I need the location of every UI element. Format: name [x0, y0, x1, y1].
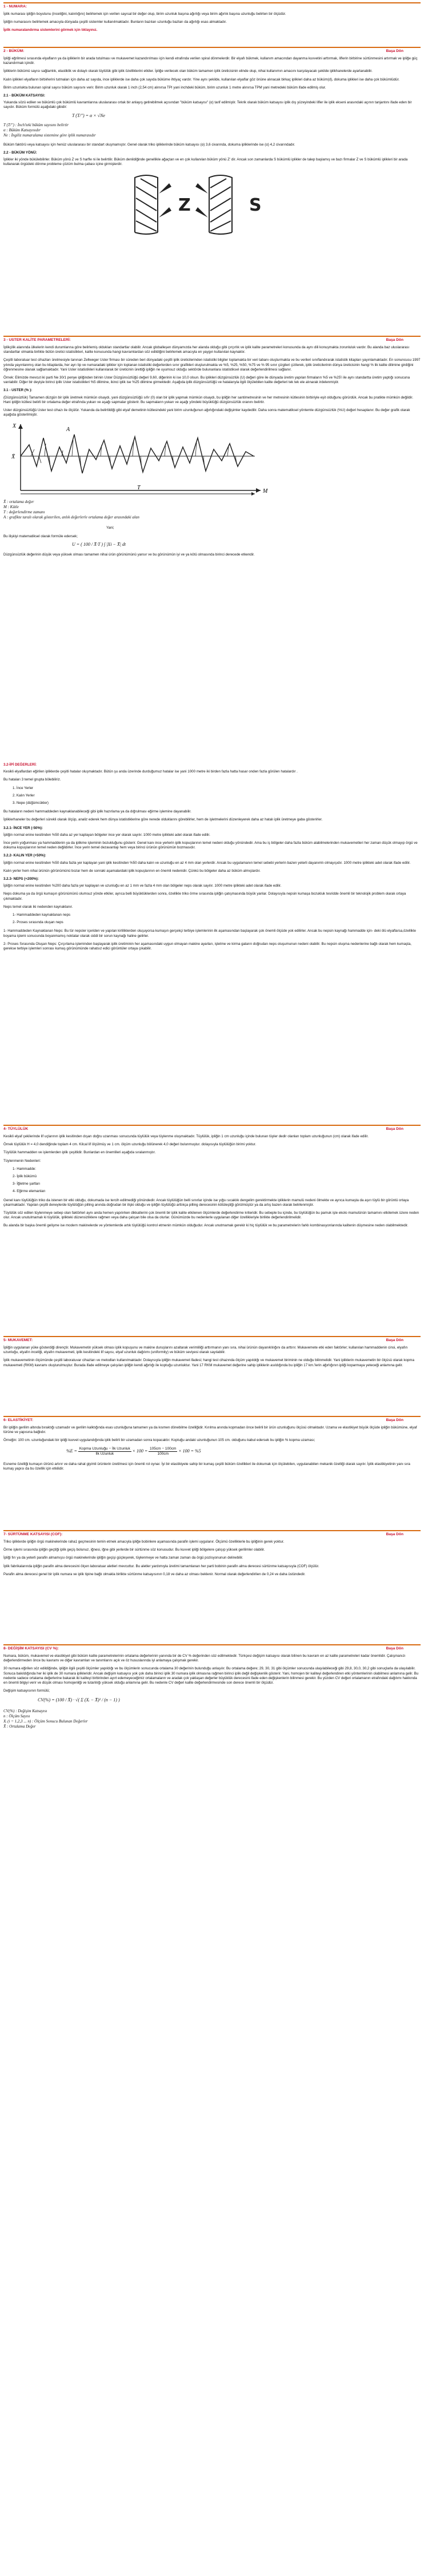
section-title: 2 - BÜKÜM:: [3, 49, 25, 53]
graph-a-label: A: [66, 426, 70, 433]
list-item: 2- Proses sırasında oluşan neps: [13, 920, 63, 925]
paragraph: İpliğin normal enine kesitinden %200 daha fazla yer kaplayan ve uzunluğu en az 1 mm ve fazla 4 mm olan bölgeler neps olarak sayılır. 1000 metre iplikteki adet olarak ifade edilir.: [3, 884, 282, 888]
definition: n : Ölçüm Sayısı: [3, 1713, 30, 1718]
section-header: [3, 2, 421, 10]
paragraph: Kalın yerler hem nihai ürünün görünümünü bozar hem de sonraki aşamalardaki iplik kopuşlarının en önemli nedenidir. Çünkü bu bölgeler daha az büküm almışlardır.: [3, 868, 261, 873]
formula-fraction: [149, 1447, 177, 1456]
section-header: [3, 1644, 421, 1652]
formula-fraction: [78, 1447, 131, 1456]
formula-denominator: 100cm: [157, 1451, 169, 1456]
numbering-systems-link[interactable]: İplik numaralandırma sistemlerini görmek için tıklayınız.: [3, 28, 98, 33]
paragraph: Örme işlemi sırasında ipliğin geçtiği iplik geçiş bolunuz, iğnesi, iğne gibi yerlerde bir sürtünme söz konusudur. Bu kuvvet ipliği bölgelere çalışıp yüksek gerilimler olabilir.: [3, 1548, 265, 1552]
list-item: 1- Hammaddeden kaynaklanan neps: [13, 913, 71, 917]
formula-mid: × 100 =: [132, 1448, 148, 1454]
paragraph: Parafin alma derecesi genel bir iplik numara ve iplik tipine bağlı olmakla birlikte sürtünme katsayısının 0,18 ve daha az olması beklenir. Normal olarak değerlendirilen de 0,24 ve daha üstündedir.: [3, 1572, 306, 1576]
definition: T (T/″) : İnch'teki büküm sayısını belirtir: [3, 122, 69, 127]
definition: CV(%) : Değişim Katsayısı: [3, 1708, 47, 1713]
paragraph: Kesikli elyaflardan eğirilen ipliklerde çeşitli hatalar oluşmaktadır. Bütün şu anda üzerinde durduğumuz hatalar ise yani 1000 metre iki birden fazla hatta hasar onden fazla görülen hatalardır .: [3, 770, 298, 774]
section-ipi: [3, 759, 421, 955]
section-header: [3, 1530, 421, 1537]
paragraph: (Düzgünsüzlük) Tamamen düzgün bir iplik üretmek mümkün olsaydı, yani düzgünsüzlüğü sıfır (0) olan bir iplik yapmak mümkün olsaydı, bu ipliğin her santimetresinin ve her metresinin kütlesinin birbiriyle eşit olduğunu görürdük. Ancak bu pratikte mümkün değildir. Hani ipliğin kütlesi belirli bir ortalama değer etrafında yukarı ve aşağı sapmalar gösterir. Bu sapmaların yukarı ve aşağı yöndeki büyüklüğü düzgünsüzlük oranını belirtir.: [3, 395, 413, 404]
paragraph: Numara, büküm, mukavemet ve elastikiyet gibi büküm kalite parametrelerinin ortalama değerlerinin yanında bir de CV % değerinden söz edilmektedir. Türkçesi değişim katsayısı olarak bilinen bu kavram en az kalite parametreleri kadar önemlidir. Çalışmanızı değerlendirmeden önce bu kavramı ve diğer kavramları ve tanımlarını açık ve öz hususlarında iyi anlamaya çalışmak gerekir.: [3, 1654, 406, 1663]
formula-denominator: İlk Uzunluk: [95, 1451, 114, 1456]
subsection-title: 3.2.3- NEPS (+200%):: [3, 877, 39, 882]
section-header: [3, 47, 421, 54]
section-title: 1 - NUMARA:: [3, 5, 27, 9]
section-title: 3 - USTER KALİTE PARAMETRELERİ:: [3, 338, 71, 342]
section-header: [3, 1336, 421, 1343]
elongation-formula: [66, 1447, 421, 1456]
twist-direction-figure: [123, 171, 278, 235]
paragraph: Örnek tüylülük H = 4,0 dendiğinde toplam 4 cm. Kilcal lif ölçülmüş ve 1 cm. ölçüm uzunluğu bölünerek 4,0 değeri bulunmuştur. dolayısıyla tüylülüğün birimi yoktur.: [3, 1142, 257, 1147]
formula-result: × 100 = %5: [178, 1448, 201, 1454]
back-to-top-link[interactable]: Başa Dön: [386, 1532, 403, 1536]
graph-xbar-label: X̄: [11, 454, 15, 461]
definition: A : grafikte taralı olarak gösterilen, anlık değerlerle ortalama değer arasındaki alan: [3, 515, 139, 520]
paragraph: Neps dokuma ya da örgü kumaşın görünümünü olumsuz yönde etkiler, ayrıca belli büyüklüklerden sonra, özellikle triko örme sırasında ipliğin çatışmasında büyük yanlar. Dolayısıyla nepsin kumaşa bozukluk tesridde önemli bir teknolojik problem olarak ortaya çıkmaktadır.: [3, 892, 406, 901]
formula-numerator: 105cm − 100cm: [150, 1446, 177, 1451]
section-title: 7- SÜRTÜNME KATSAYISI (COF):: [3, 1532, 63, 1536]
paragraph: İpliği fırı ya da yeterli parafin almamışsı örgü makinelerinde ipliğin geçişi güçleşerek, tüylenmeye ve hatta zaman zaman da örgü pozisyonunun delinebilir.: [3, 1556, 243, 1560]
definition: Ne : İngiliz numaralama sistemine göre iplik numarasıdır: [3, 132, 96, 138]
s-twist-label: S: [249, 195, 262, 215]
paragraph: Örnek: Elimizde mevcut iki parti Ne 30/1 penye ipliğinden birinin Uster Düzgünsüzlüğü değeri 9,60, diğerinin ki ise 10,0 olsun. Bu iplikleri düzgünsüzlük (U) değeri göre ile dünyada üretim yapılan firmaların %5 ve %25'i ile aynı standartta üretim yaptığı sonucuna varılabilir. Diğer bir deyişle birinci iplik Uster istatistikleri %5 dilimine, ikinci iplik ise %25 dilimine girmektedir. Aşağıda iplik düzgünsüzlüğü ve hatalarıyla ilgili ölçülebilen kalite değerleri tek tek ele alınarak irdelenmiştir.: [3, 376, 410, 385]
section-numara: [3, 2, 421, 37]
yani-label: Yani;: [106, 526, 114, 530]
twist-formula: T (T/″) = α × √Ne: [72, 112, 105, 118]
paragraph: 30 numara eğirilen söz edildiğinde, ipliğin ilgili çeşitli ölçümler yapıldığı ve bu ölçümlerin sonucunda ortalama 30 değerinin bulunduğu anlaşılır. Bu ortalama değere; 29, 30, 31 gibi ölçümler sonucunda ulaşılabileceği gibi 29,8, 30,0, 30,2 gibi sonuçlarla da ulaşılabilir. Sonuca bakıldığında her iki iplik de 30 numara iplikleridir. Ancak değişim katsayısı yok çok daha birinci iplik 30 numara iplik olmasına rağmen birinci iplik değil değişkenlik gösterir. Yani, homojen bir kaliteyi değerlendiren etki yöntemlerinin olabilmesi anlamına gelir. Bu nedenle sadece ortalama değerlerine bakarak iki kaliteyi birbirinden ayırt edemeyeceğimiz ortalamaların ve aradak çok yaklaşan değerler büyüklük derecesini ifade eden değişkenlerin bilinmesi gerekir. Bu yüzden CV değeri ortalamanın etrafındaki dağılımı hakkında en önemli bilgiyi verir ve düşük olması homojenliği ve tutarlılığı yüksek olduğu anlamına gelir. Bu nedenle CV değeri kalite değerlendirmesinde son derece önemli bir ölçüdür.: [3, 1667, 419, 1685]
paragraph: Örneğin: 100 cm. uzunluğundaki bir ipliği kuvvet uygulandığında iplik belirli bir uzamadan sonra kopacaktır. Koptuğu andaki uzunluğunun 105 cm. olduğunu kabul edersek bu ipliğin % kopma uzaması;: [3, 1438, 315, 1443]
section-title: 8- DEĞİŞİM KATSAYISI (CV %):: [3, 1647, 59, 1651]
subsection-title: 3.1 - USTER (% ):: [3, 388, 33, 393]
section-title: 5- MUKAVEMET:: [3, 1338, 33, 1342]
section-uster: [3, 336, 421, 561]
definition: T : değerlendirme zamanı: [3, 510, 45, 515]
list-item: 3. Nepe (düğümcükler): [13, 801, 49, 806]
formula-numerator: Kopma Uzunluğu − İlk Uzunluk: [79, 1446, 130, 1451]
section-elastikiyet: [3, 1416, 421, 1475]
paragraph: İnce yerin yoğunması ya hammaddenin ya da iplikme işleminin bozukluğunu gösterir. Genel kanı ince yerlerin iplik kopuşlarının temel nedeni olduğu yönündedir. Ama bu iş bölgeler daha fazla büküm alabilmelerinden mukavemetleri her zaman düşük olmayıp örgü ve dokuma kopuşlarının temel neden değildirler. İnce yerin temel dezavantajı hem veya birinci ürünün görünümün bozmasıdır.: [3, 841, 418, 850]
graph-x-label: X: [13, 423, 17, 430]
paragraph: Düzgünsüzlük değerinin düşük veya yüksek olması tamamen nihai ürün görünümünü yansır ve bu görünümün iyi ve ya kötü olmasında birinci derecede etkendir.: [3, 553, 255, 557]
section-header: [3, 1416, 421, 1423]
section-title: 4- TÜYLÜLÜK: [3, 1127, 29, 1131]
section-header: [3, 1125, 421, 1132]
paragraph: İplikçilik alanında ülkelerin kendi durumlarına göre belirlemiş oldukları standartlar olabilir. Ancak globalleşen dünyamızda her alanda olduğu gibi çırçırlık ve iplik kalite parametreleri konusunda da aynı dili konuşmakta zorunluluk vardır. Bu alanda baz uluslararası standartlar olmakla birlikte bütün üretici istatistikleri, kalite konusunda hangi kavramlardan söz edildiğini belirlemek amacıyla en yaygın kullanılan kaynaktır.: [3, 345, 410, 355]
paragraph: Genel kanı tüylülüğün triko da istenen bir etki olduğu, dokumada ise tercih edilmediği yönündedir. Ancak tüylülüğün belli sınırlar içinde ise yığsı sıcaklık dengelim gerektirmekte ipliklerin mamulü nedeni ölmekte ve ayrıca kumaşta da aşırı tüylü bir görüntü ortaya çıkarmaktadır. Yapılan çeşitli deneylerde tüylülüğün pilling anında doğrudan bir ilişki olduğu ve ipliğin tüylülüğü arttıkça pilling derecesinin kötüleştiği görülmüştür ya da artış bazen olarak belirlenmiştir.: [3, 1198, 409, 1207]
paragraph: Bir ipliğin gerilim altında bıraktığı uzamadır ve gerilim kalktığında esas uzunluğuna tamamen ya da kısmen dönebilme özelliğidir. Kırılma anında kopmadan önce belirli bir ürün uzunluğunu ölçüsü olmaktadır. Uzama ve elastikiyet büyük ölçüde ipliğin bükümüne, elyaf türüne ve yapısına bağlıdır.: [3, 1426, 417, 1435]
cv-formula: CV(%) = (100 / X̄) · √( Σ (Xᵢ − X̄)² / (n − 1) ): [38, 1697, 120, 1703]
list-item: 1- Hammadde:: [13, 1166, 36, 1171]
section-degisim-katsayisi: [3, 1644, 421, 1729]
list-item: 3- İğletme şartları: [13, 1182, 41, 1186]
back-to-top-link[interactable]: Başa Dön: [386, 1338, 403, 1342]
paragraph: İpliğin normal enine kesitinden %50 daha az yer kaplayan bölgeler ince yer olarak sayılır. 1000 metre iplikteki adet olarak ifade edilir.: [3, 832, 210, 837]
subsection-title: 2.2 - BÜKÜM YÖNÜ:: [3, 151, 37, 155]
list-item: 2. Kalın Yerler: [13, 793, 35, 798]
section-title: 6- ELASTİKİYET:: [3, 1418, 34, 1422]
paragraph: Bu alanda bir başka önemli gelişme ise modern makinelerde ve yöntemlerde artık tüylülüğü kontrol etmenin mümkün olduğudur. Ancak unutmamak gerekir ki hiç tüylülük ve bu parametrelerin farklı kombinasyonlarında kalitenin düşmesine neden olabilmektedir.: [3, 1223, 409, 1228]
subsection-title: 3.2.1- İNCE YER (-50%):: [3, 826, 43, 830]
paragraph: İplik fabrikalarında ipliğin parafin alma derecesini ölçen laboratuar aletleri mevcuttur. Bu aletler yardımıyla üretimi tamamlanan her parti bobinin parafin alma derecesi sürtünme katsayısıyla (COF) ölçülür.: [3, 1564, 319, 1568]
definition: M : Kütle: [3, 505, 19, 510]
graph-t-label: T: [137, 485, 141, 492]
paragraph: 1- Hammaddeden Kaynaklanan Neps: Bu tür nepsler içeriden ve yapılan kirliliklerden oluşuyorsa kumaşın gerçekçi terbiye işlemlerinin ilk aşamasından başlayarak çok önemli ölçüde yok edilirler. Ancak bu nepsin kaynağı hammadde için- deki ölü elyaflarsa,özellikle boyama işlemi sonucunda boyanmamış noktalar olarak ciddi bir sorun kaynağı haline gelirler.: [3, 929, 416, 938]
section-tuyluluk: [3, 1125, 421, 1232]
paragraph: Kalın iplikleri elyafların birbirlerini tutmaları için daha az sayıda, ince ipliklerde ise daha çok sayıda büküme ihtiyaç vardır. Yine aynı şekilde, kullanılan elyaflar göz önüne alınacak birkaç iplikleri daha az büküm(d), dokuma iplikleri ise daha çok bükümlüdür.: [3, 77, 400, 82]
formula-lhs: %E =: [66, 1448, 77, 1454]
paragraph: İplik numarası ipliğin boyutunu (inceliğini, kalınlığını) belirlemek için verilen sayısal bir değer olup, birim uzunluk başına ağırlığı veya birim ağırlık başına uzunluğu belirten bir ölçüdür.: [3, 12, 286, 16]
graph-m-label: M: [263, 488, 268, 495]
section-header: [3, 336, 421, 343]
paragraph: Tüylülük söz edilen tüylenmeye sebep olan faktörleri aynı anda hemen yapılırken dikkatlerini çok önemli bir iplik kalite etkilenen ölçümlerde değerlendirme kriteridir. Bu sebeple bu içinde, bu tüylülüğün bu pamuk işle ekolo mamulünün tamamını etkilemek üzere neden olur. Ancak unutulmamalı ki tüylülük, iplikteki düzensizliklere rağmen veya daha çalışan bile olsa da olurlar. Günümüzde bu nedenlerle uygulanan diğer özellikleriyle birlikte değerlendirilmelidir.: [3, 1211, 419, 1220]
section-mukavemet: [3, 1336, 421, 1371]
back-to-top-link[interactable]: Başa Dön: [386, 1418, 403, 1422]
paragraph: İpliğin uygulanan yüke gösterdiği dirençtir. Mukavemetin yüksek olması iplik kopuşunu ve makine duruşlarını azaltarak verimliliği arttırmanın yanı sıra, nihai ürünün dayanıklılığını da arttırır. Mukavemete etki eden faktörler; kullanılan hammaddenin cinsi, elyafın uzunluğu, elyafın inceliği, elyafın mukavemeti, iplik kesitindeki lif sayısı, elyaf uzunluk dağılımı (uniformity) ve büküm seviyesi olarak sayılabilir.: [3, 1346, 408, 1355]
list-item: 2- İplik bükümü: [13, 1174, 37, 1179]
paragraph: İpliklerin bükümü sayısı sağlamlık, elastiklik ve dolaylı olarak tüylülük gibi iplik özelliklerini etkiler. İpliğe verilecek olan büküm tamamen iplik üreticisinin elinde olup, nihai kullanımın amacını karşılayacak şekilde iplikhanelerde ayarlanabilir.: [3, 69, 373, 74]
paragraph: 2- Proses Sırasında Oluşan Neps: Çırçırlama işleminden başlayarak iplik üretiminin her aşamasındaki uygun olmayan makine ayarları, işletme ve kirma gaların doğrudan neps oluşumunun nedeni olabilir. Bu nepsin oluşma nedenlerine bağlı olarak hem kumaşta, gerekse terbiye işlemleri sonrası kumaş görünümünde rahatsız edici görüntüler ortaya çıkabilir.: [3, 941, 411, 951]
paragraph: İpliğin normal enine kesitinden %50 daha fazla yer kaplayan yani iplik kesitinden %50 daha kalın ve uzunluğu en az 4 mm olan yerlerdir. Ancak bu uygulamanın temel sebebi yerlerin bazen yeterli dayanımlı olmayışıdır. 1000 metre iplikteki adet olarak ifade edilir.: [3, 860, 411, 865]
paragraph: Çeşitli laboratuar test cihazları üretmesiyle tanınan Zellweger Uster firması bir süreden beri dünyadaki çeşitli iplik üreticilerinden istatistiki bilgiler toplamakta bir veri tabanı oluşturmakta ve bu verileri sınıflandırarak istatistik kitapları yayınlamaktadır. En sonuncusu 1997 yılında yayınlanmış olan bu kitaplarda, her ayrı tip ve numaradaki iplikler için toplanan istatistiki değerlerden sınır grafikleri oluşturulmakta ve %5, %25, %50, %75 ve % 95 sınır çizgileri çizilerek, iplik üreticilerinin dünya üreticisinin hangi % lik kalite dilimine girdiğini öğrenmesine olanak sağlamaktadır. Yani Uster istatistikleri kullanılarak bir üreticinin ürettiği ipliğin ne uyumsuz olduğu sektörde bulunanlara istatistiksel olarak değerlendirilmesi sağlanır.: [3, 358, 421, 372]
list-item: 4- Eğirme elemanları: [13, 1189, 46, 1194]
paragraph: Triko ipliklerde ipliğin örgü makinelerinde raha1 geçmesinin temin etmek amacıyla ipliğe bobinlere aşamasında parafin işlemi uygulanır. Ölçümü özelliklerle bu ipliğinin gerek yoktur.: [3, 1540, 285, 1544]
paragraph: Neps temel olarak iki nedenden kaynaklanır.: [3, 904, 73, 909]
paragraph: İplik mukavemetinin ölçümünde çeşitli laboratuvar cihazları ve metodları kullanılmaktadır. Dolayısıyla ipliğin mukavemet ifadesi; hangi test cihazında ölçüm yapıldığı ve mukavemet biriminin ne olduğu bilinmelidir. Yani ipliklerin mukavemetin bir ölçüsü olarak kopma mukavemeti (RKM) kavramı oluşturulmuştur. Burada ifade edilmeye çalışılan ipliğin kendi ağırlığı ile koptuğu uzunluktur. Yani 17 RKM mukavemet değerine sahip ipliklerin asıldığında bu ipliğin 17 km.'lerin ağırlığının ipliği koparmaya yeteceği anlamına gelir.: [3, 1358, 414, 1367]
back-to-top-link[interactable]: Başa Dön: [386, 1647, 403, 1651]
subsection-title: 3.2.2- KALIN YER (+50%):: [3, 854, 46, 858]
yani-row: [106, 526, 421, 530]
paragraph: İpliğin numarasını belirlemek amacıyla dünyada çeşitli sistemler kullanılmaktadır. Bunların bazıları uzunluğu bazları da ağırlığı esas almaktadır.: [3, 20, 227, 25]
back-to-top-link[interactable]: Başa Dön: [386, 1127, 403, 1131]
paragraph: Bu ilişkiyi matematiksel olarak formüle edersek;: [3, 534, 78, 538]
back-to-top-link[interactable]: Başa Dön: [386, 338, 403, 342]
paragraph: Bu hataların nedeni hammaddeden kaynaklanabileceği gibi iplik hazırlama ya da dığrulması eğirme işlemine dayanabilir.: [3, 810, 191, 814]
back-to-top-link[interactable]: Başa Dön: [386, 49, 403, 53]
unevenness-graph: [9, 421, 272, 497]
paragraph: Büküm faktörü veya katsayısı için henüz uluslararası bir standart oluşmamıştır. Genel olarak triko ipliklerinde büküm katsayısı (α) 3,6 civarında, dokuma ipliklerinde ise (α) 4,2 civarındadır.: [3, 142, 295, 147]
paragraph: İplikler iki yönde bükülebilirler. Büküm yönü Z ve S harfle ni ile belirtilir. Büküm denildiğinde genellikle ağaçtan ve en çok kullanılan büküm yönü Z' dir. Ancak son zamanlarda S bükümlü iplikler de talep başlamış ve bazı firmalar Z ve S bükümlü iplikleri bir arada kullanarak örgüdeki dönme probleme çözüm bulma çabası içine girmişlerdir.: [3, 158, 408, 167]
paragraph: İpliği eğrilmesi sırasında elyafların ya da ipliklerin bir arada tutulması ve mukavemet kazandırılması için kendi etrafında verilen spiral dönmelerdir. Bir elyafı bükmek, kullanım amacından dayanma kuvvetini arttırmak, liflerin birbirine sürtünmesini artırmak ve ipliğe güç kazandırmak içindir.: [3, 57, 418, 66]
section-surtunme: [3, 1530, 421, 1580]
paragraph: İpliklerhaneler bu değerleri sürekli olarak ölçüp, analiz ederek hem dünya istatistiklerine göre nerede olduklarını görebilirler, hem de işletmelerini düzenleyerek daha az hatalı iplik üretmeye gaba gösterirler.: [3, 818, 323, 822]
paragraph: Bu hataları 3 temel grupta bölebiliriz.: [3, 778, 61, 782]
subsection-title: 3.2-İPİ DEĞERLERİ:: [3, 763, 37, 767]
paragraph: Yukarıda sözü edilen ve bükümlü çok bükümlü kavramlarına uluslararası ortak bir anlayış getirebilmek açısından "büküm katsayısı" (α) tarif edilmiştir. Tekrik olarak büküm katsayısı iplik dış yüzeyindeki lifler ile iplik ekseni arasındaki açının tanjantını ifade eden bir sayıdır. Büküm formülü aşağıdaki gibidir:: [3, 100, 412, 110]
list-item: 1. İnce Yerler: [13, 786, 34, 790]
unevenness-formula: U = ( 100 / X̄·T ) ∫ |Xi − X̄| dt: [72, 541, 126, 547]
paragraph: Uster düzgünsüzlüğü Uster test cihazı ile ölçülür. Yukarıda da belirtildiği gibi elyaf demetinin kütlesindeki yani birim uzunluğunun ağırlığındaki değişimler kaydedilir. Daha sonra matematiksel yöntemle düzgünsüzlük (%U) değeri hesaplanır. Bu değer grafik olarak aşağıda gösterilmiştir.: [3, 408, 410, 417]
paragraph: Tüylenmenin Nedenleri:: [3, 1158, 41, 1163]
paragraph: Birim uzunlukta bulunan spiral sayısı büküm sayısını verir. Birim uzunluk olarak 1 inch (2,54 cm) alınırsa TPI yani inchdeki büküm, birim uzunluk 1 metre alınırsa TPM yani metredeki büküm ifade edilmiş olur.: [3, 85, 326, 90]
z-twist-label: Z: [178, 195, 191, 215]
definition: X̄ : Ortalama Değer: [3, 1724, 36, 1729]
definition: α : Büküm Katsayısıdır: [3, 127, 41, 132]
definition: Xᵢ (i = 1,2,3 ... n) : Ölçüm Sonucu Bulunan Değerler: [3, 1718, 88, 1724]
paragraph: Esneme özelliği kumaşın ütrünü artırır ve daha rahat giyimli ürünlerin üretilmesi için önemli rol oynar. İyi bir elastikiyete sahip bir kumaş çeşitli büküm özellikleri ile dokumak için ölçülebilen, uygulanabilen mekanik özelliği olarak sayılır. İplik elastikiyetinin yanı sıra kumaş yapısı da bu özellik için etkilidir.: [3, 1462, 410, 1471]
paragraph: Kesikli elyaf çekilerinde lif uçlarının iplik kesitinden dışarı doğru uzanması sonucunda tüylülük veya tüylenme oluşmaktadır. Tüylülük, ipliğin 1 cm uzunluğu içinde bulunan tüyler dedir olanları toplam uzunluğunun (cm) olarak ifade edilir.: [3, 1134, 369, 1138]
subsection-title: 2.1 - BÜKÜM KATSAYISI:: [3, 94, 45, 98]
section-bukum: [3, 47, 421, 235]
definition: X̄ : ortalama değer: [3, 500, 34, 505]
paragraph: Değişim katsayısının formülü;: [3, 1689, 50, 1693]
paragraph: Tüylülük hammadden ve işlemlerden iplik çeşitlidir. Bunlardan en önemlileri aşağıda sıralanmıştır.: [3, 1150, 156, 1155]
